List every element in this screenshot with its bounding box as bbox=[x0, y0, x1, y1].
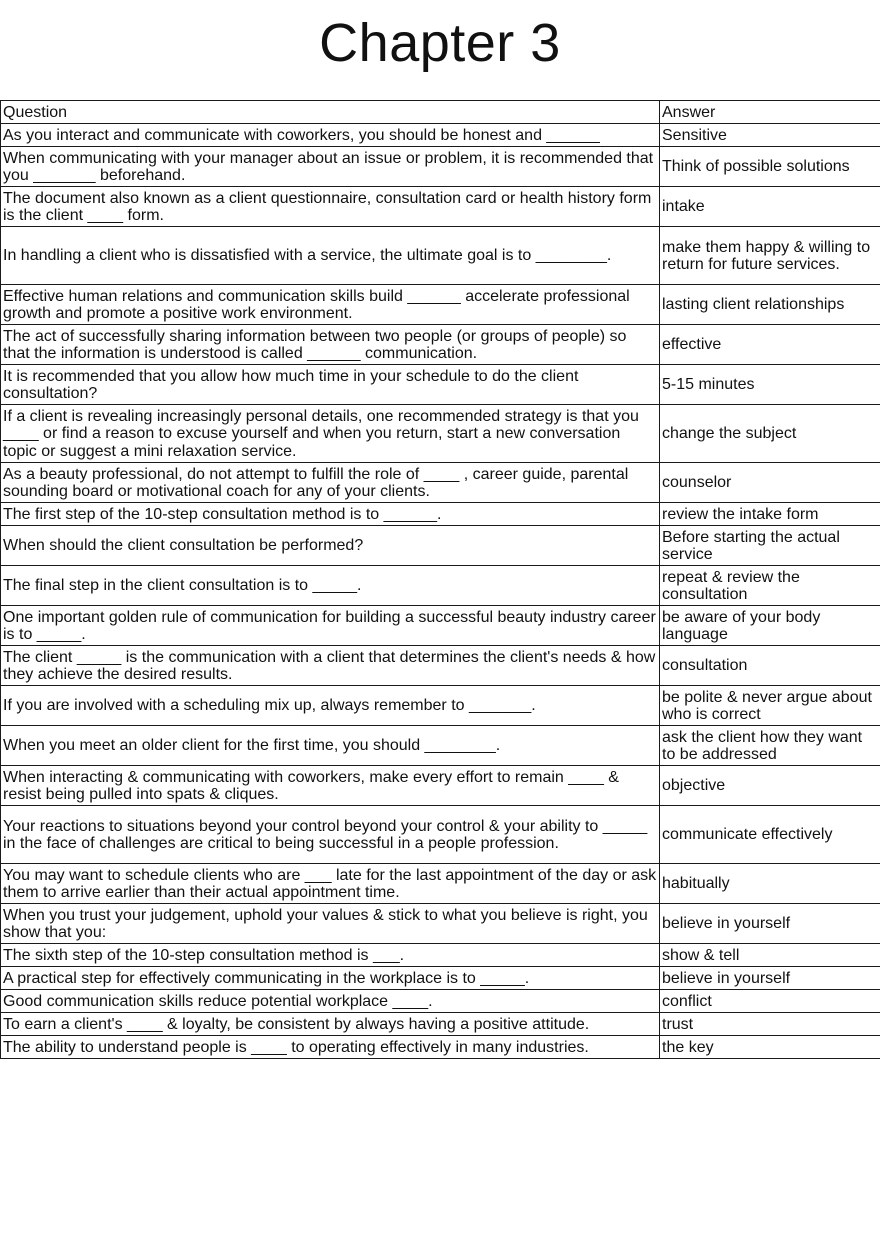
table-row bbox=[1, 227, 880, 285]
answer-cell: conflict bbox=[660, 990, 880, 1013]
answer-cell: lasting client relationships bbox=[660, 285, 880, 325]
question-cell: It is recommended that you allow how much time in your schedule to do the client consultation? bbox=[1, 365, 660, 405]
question-cell: The act of successfully sharing information between two people (or groups of people) so that the information is understood is called ______ communication. bbox=[1, 325, 660, 365]
question-cell: When interacting & communicating with coworkers, make every effort to remain ____ & resist being pulled into spats & cliques. bbox=[1, 766, 660, 806]
table-row bbox=[1, 1036, 880, 1059]
answer-cell: Sensitive bbox=[660, 124, 880, 147]
question-cell: The sixth step of the 10-step consultation method is ___. bbox=[1, 944, 660, 967]
answer-cell: make them happy & willing to return for future services. bbox=[660, 227, 880, 285]
question-cell: Effective human relations and communication skills build ______ accelerate professional growth and promote a positive work environment. bbox=[1, 285, 660, 325]
table-row bbox=[1, 766, 880, 806]
question-cell: The final step in the client consultation is to _____. bbox=[1, 566, 660, 606]
question-cell: When you meet an older client for the first time, you should ________. bbox=[1, 726, 660, 766]
table-row bbox=[1, 463, 880, 503]
column-header-question: Question bbox=[1, 101, 660, 124]
table-row bbox=[1, 990, 880, 1013]
answer-cell: effective bbox=[660, 325, 880, 365]
answer-cell: believe in yourself bbox=[660, 967, 880, 990]
question-cell: Good communication skills reduce potential workplace ____. bbox=[1, 990, 660, 1013]
table-row bbox=[1, 806, 880, 864]
table-row bbox=[1, 944, 880, 967]
answer-cell: Before starting the actual service bbox=[660, 526, 880, 566]
question-cell: The client _____ is the communication with a client that determines the client's needs & how they achieve the desired results. bbox=[1, 646, 660, 686]
table-row bbox=[1, 285, 880, 325]
question-cell: In handling a client who is dissatisfied with a service, the ultimate goal is to ________. bbox=[1, 227, 660, 285]
question-cell: A practical step for effectively communicating in the workplace is to _____. bbox=[1, 967, 660, 990]
table-row bbox=[1, 904, 880, 944]
question-cell: To earn a client's ____ & loyalty, be consistent by always having a positive attitude. bbox=[1, 1013, 660, 1036]
answer-cell: be aware of your body language bbox=[660, 606, 880, 646]
question-cell: If you are involved with a scheduling mix up, always remember to _______. bbox=[1, 686, 660, 726]
column-header-answer: Answer bbox=[660, 101, 880, 124]
answer-cell: consultation bbox=[660, 646, 880, 686]
table-row bbox=[1, 726, 880, 766]
table-header-row bbox=[1, 101, 880, 124]
answer-cell: intake bbox=[660, 187, 880, 227]
qa-table bbox=[0, 100, 880, 1059]
answer-cell: be polite & never argue about who is correct bbox=[660, 686, 880, 726]
table-row bbox=[1, 646, 880, 686]
table-row bbox=[1, 325, 880, 365]
table-row bbox=[1, 566, 880, 606]
table-row bbox=[1, 864, 880, 904]
answer-cell: 5-15 minutes bbox=[660, 365, 880, 405]
question-cell: You may want to schedule clients who are ___ late for the last appointment of the day or ask them to arrive earlier than their actual appointment time. bbox=[1, 864, 660, 904]
table-row bbox=[1, 967, 880, 990]
table-row bbox=[1, 365, 880, 405]
question-cell: When should the client consultation be performed? bbox=[1, 526, 660, 566]
question-cell: When communicating with your manager about an issue or problem, it is recommended that you _______ beforehand. bbox=[1, 147, 660, 187]
question-cell: Your reactions to situations beyond your control beyond your control & your ability to _____ in the face of challenges are critical to being successful in a people profession. bbox=[1, 806, 660, 864]
answer-cell: believe in yourself bbox=[660, 904, 880, 944]
table-row bbox=[1, 686, 880, 726]
table-row bbox=[1, 606, 880, 646]
table-row bbox=[1, 503, 880, 526]
page-title: Chapter 3 bbox=[319, 13, 561, 73]
answer-cell: repeat & review the consultation bbox=[660, 566, 880, 606]
answer-cell: the key bbox=[660, 1036, 880, 1059]
answer-cell: Think of possible solutions bbox=[660, 147, 880, 187]
answer-cell: change the subject bbox=[660, 405, 880, 463]
question-cell: When you trust your judgement, uphold your values & stick to what you believe is right, you show that you: bbox=[1, 904, 660, 944]
table-row bbox=[1, 124, 880, 147]
question-cell: One important golden rule of communication for building a successful beauty industry career is to _____. bbox=[1, 606, 660, 646]
answer-cell: objective bbox=[660, 766, 880, 806]
table-row bbox=[1, 187, 880, 227]
question-cell: As a beauty professional, do not attempt to fulfill the role of ____ , career guide, parental sounding board or motivational coach for any of your clients. bbox=[1, 463, 660, 503]
table-row bbox=[1, 1013, 880, 1036]
question-cell: The document also known as a client questionnaire, consultation card or health history form is the client ____ form. bbox=[1, 187, 660, 227]
table-row bbox=[1, 405, 880, 463]
question-cell: As you interact and communicate with coworkers, you should be honest and ______ bbox=[1, 124, 660, 147]
answer-cell: counselor bbox=[660, 463, 880, 503]
question-cell: If a client is revealing increasingly personal details, one recommended strategy is that you ____ or find a reason to excuse yourself and when you return, start a new conversation topic or suggest a mini relaxation service. bbox=[1, 405, 660, 463]
question-cell: The first step of the 10-step consultation method is to ______. bbox=[1, 503, 660, 526]
answer-cell: review the intake form bbox=[660, 503, 880, 526]
answer-cell: ask the client how they want to be addressed bbox=[660, 726, 880, 766]
answer-cell: habitually bbox=[660, 864, 880, 904]
question-cell: The ability to understand people is ____ to operating effectively in many industries. bbox=[1, 1036, 660, 1059]
table-row bbox=[1, 147, 880, 187]
answer-cell: trust bbox=[660, 1013, 880, 1036]
table-row bbox=[1, 526, 880, 566]
answer-cell: show & tell bbox=[660, 944, 880, 967]
answer-cell: communicate effectively bbox=[660, 806, 880, 864]
